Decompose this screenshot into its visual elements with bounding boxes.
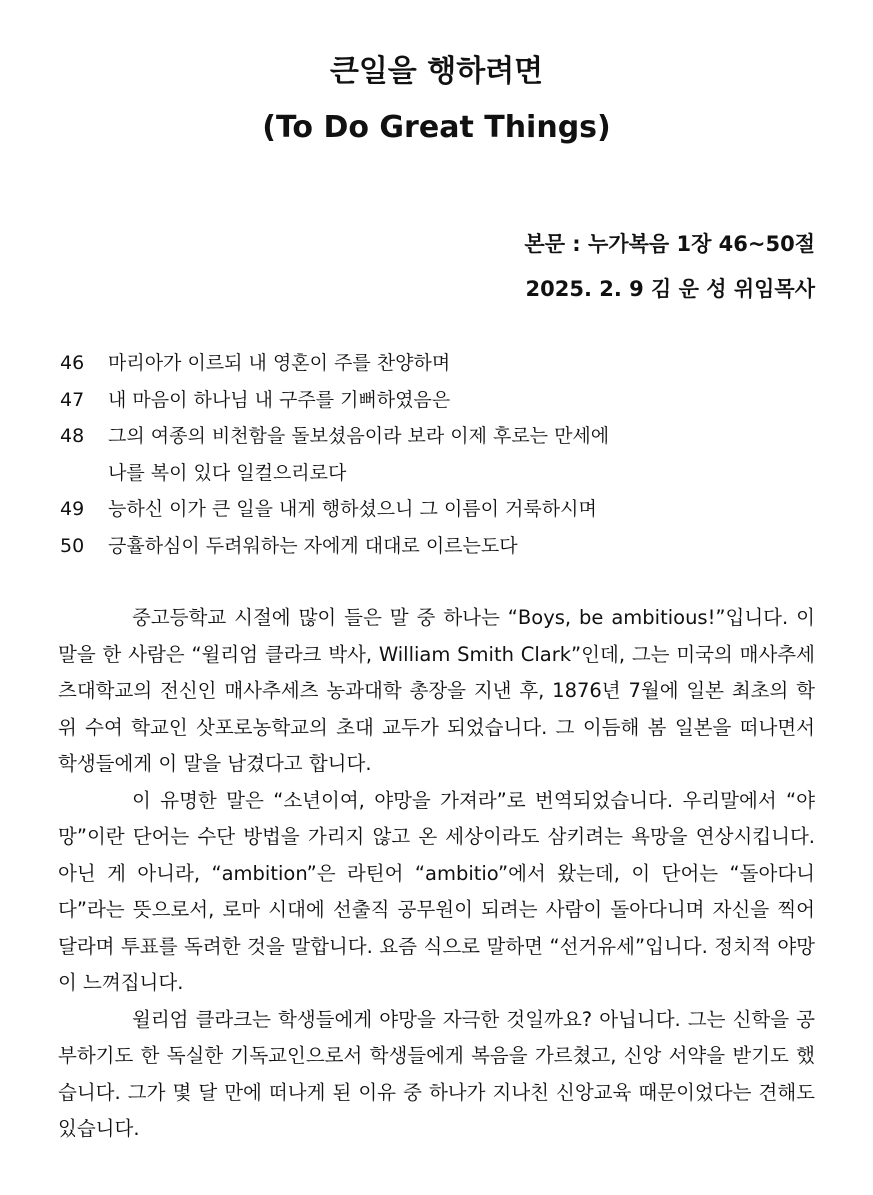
verse-number: 49 <box>60 498 85 520</box>
verse-48 <box>60 418 820 491</box>
verse-text: 그의 여종의 비천함을 돌보셨음이라 보라 이제 후로는 만세에 <box>108 425 610 447</box>
body-paragraph: 윌리엄 클라크는 학생들에게 야망을 자극한 것일까요? 아닙니다. 그는 신학을 공부하기도 한 독실한 기독교인으로서 학생들에게 복음을 가르쳤고, 신앙 서약을 받기도 했습니다. 그가 몇 달 만에 떠나게 된 이유 중 하나가 지나친 신앙교육 때문이었다는 견해도 있습니다. <box>58 1007 815 1140</box>
sermon-body <box>58 600 815 1148</box>
verse-47 <box>60 382 820 419</box>
verse-text: 내 마음이 하나님 내 구주를 기뻐하였음은 <box>108 388 451 411</box>
verse-continuation: 나를 복이 있다 일컬으리로다 <box>108 461 347 484</box>
body-paragraph: 중고등학교 시절에 많이 들은 말 중 하나는 “Boys, be ambitious!”입니다. 이 말을 한 사람은 “윌리엄 클라크 박사, William Smith Clark”인데, 그는 미국의 매사추세츠대학교의 전신인 매사추세츠 농과대학 총장을 지낸 후, 1876년 7월에 일본 최초의 학위 수여 학교인 삿포로농학교의 초대 교두가 되었습니다. 그 이듬해 봄 일본을 떠나면서 학생들에게 이 말을 남겼다고 합니다. <box>58 606 815 775</box>
scripture-reference: 본문 : 누가복음 1장 46~50절 <box>524 232 815 256</box>
date-and-preacher: 2025. 2. 9 김 운 성 위임목사 <box>525 277 815 301</box>
verse-text: 마리아가 이르되 내 영혼이 주를 찬양하며 <box>108 352 451 374</box>
verse-number: 48 <box>60 425 85 447</box>
verse-number: 47 <box>60 388 85 411</box>
sermon-title-english: (To Do Great Things) <box>262 110 611 145</box>
body-paragraph: 이 유명한 말은 “소년이여, 야망을 가져라”로 번역되었습니다. 우리말에서 “야망”이란 단어는 수단 방법을 가리지 않고 온 세상이라도 삼키려는 욕망을 연상시킵니다. 아닌 게 아니라, “ambition”은 라틴어 “ambitio”에서 왔는데, 이 단어는 “돌아다니다”라는 뜻으로서, 로마 시대에 선출직 공무원이 되려는 사람이 돌아다니며 자신을 찍어 달라며 투표를 독려한 것을 말합니다. 요즘 식으로 말하면 “선거유세”입니다. 정치적 야망이 느껴집니다. <box>58 788 815 994</box>
verse-text: 능하신 이가 큰 일을 내게 행하셨으니 그 이름이 거룩하시며 <box>108 498 597 520</box>
verse-number: 46 <box>60 352 85 374</box>
verse-49 <box>60 491 820 528</box>
scripture-verses <box>60 345 820 564</box>
sermon-title: 큰일을 행하려면 <box>329 54 544 89</box>
verse-50 <box>60 528 820 565</box>
verse-46 <box>60 345 820 382</box>
verse-number: 50 <box>60 534 85 557</box>
verse-text: 긍휼하심이 두려워하는 자에게 대대로 이르는도다 <box>108 534 518 557</box>
